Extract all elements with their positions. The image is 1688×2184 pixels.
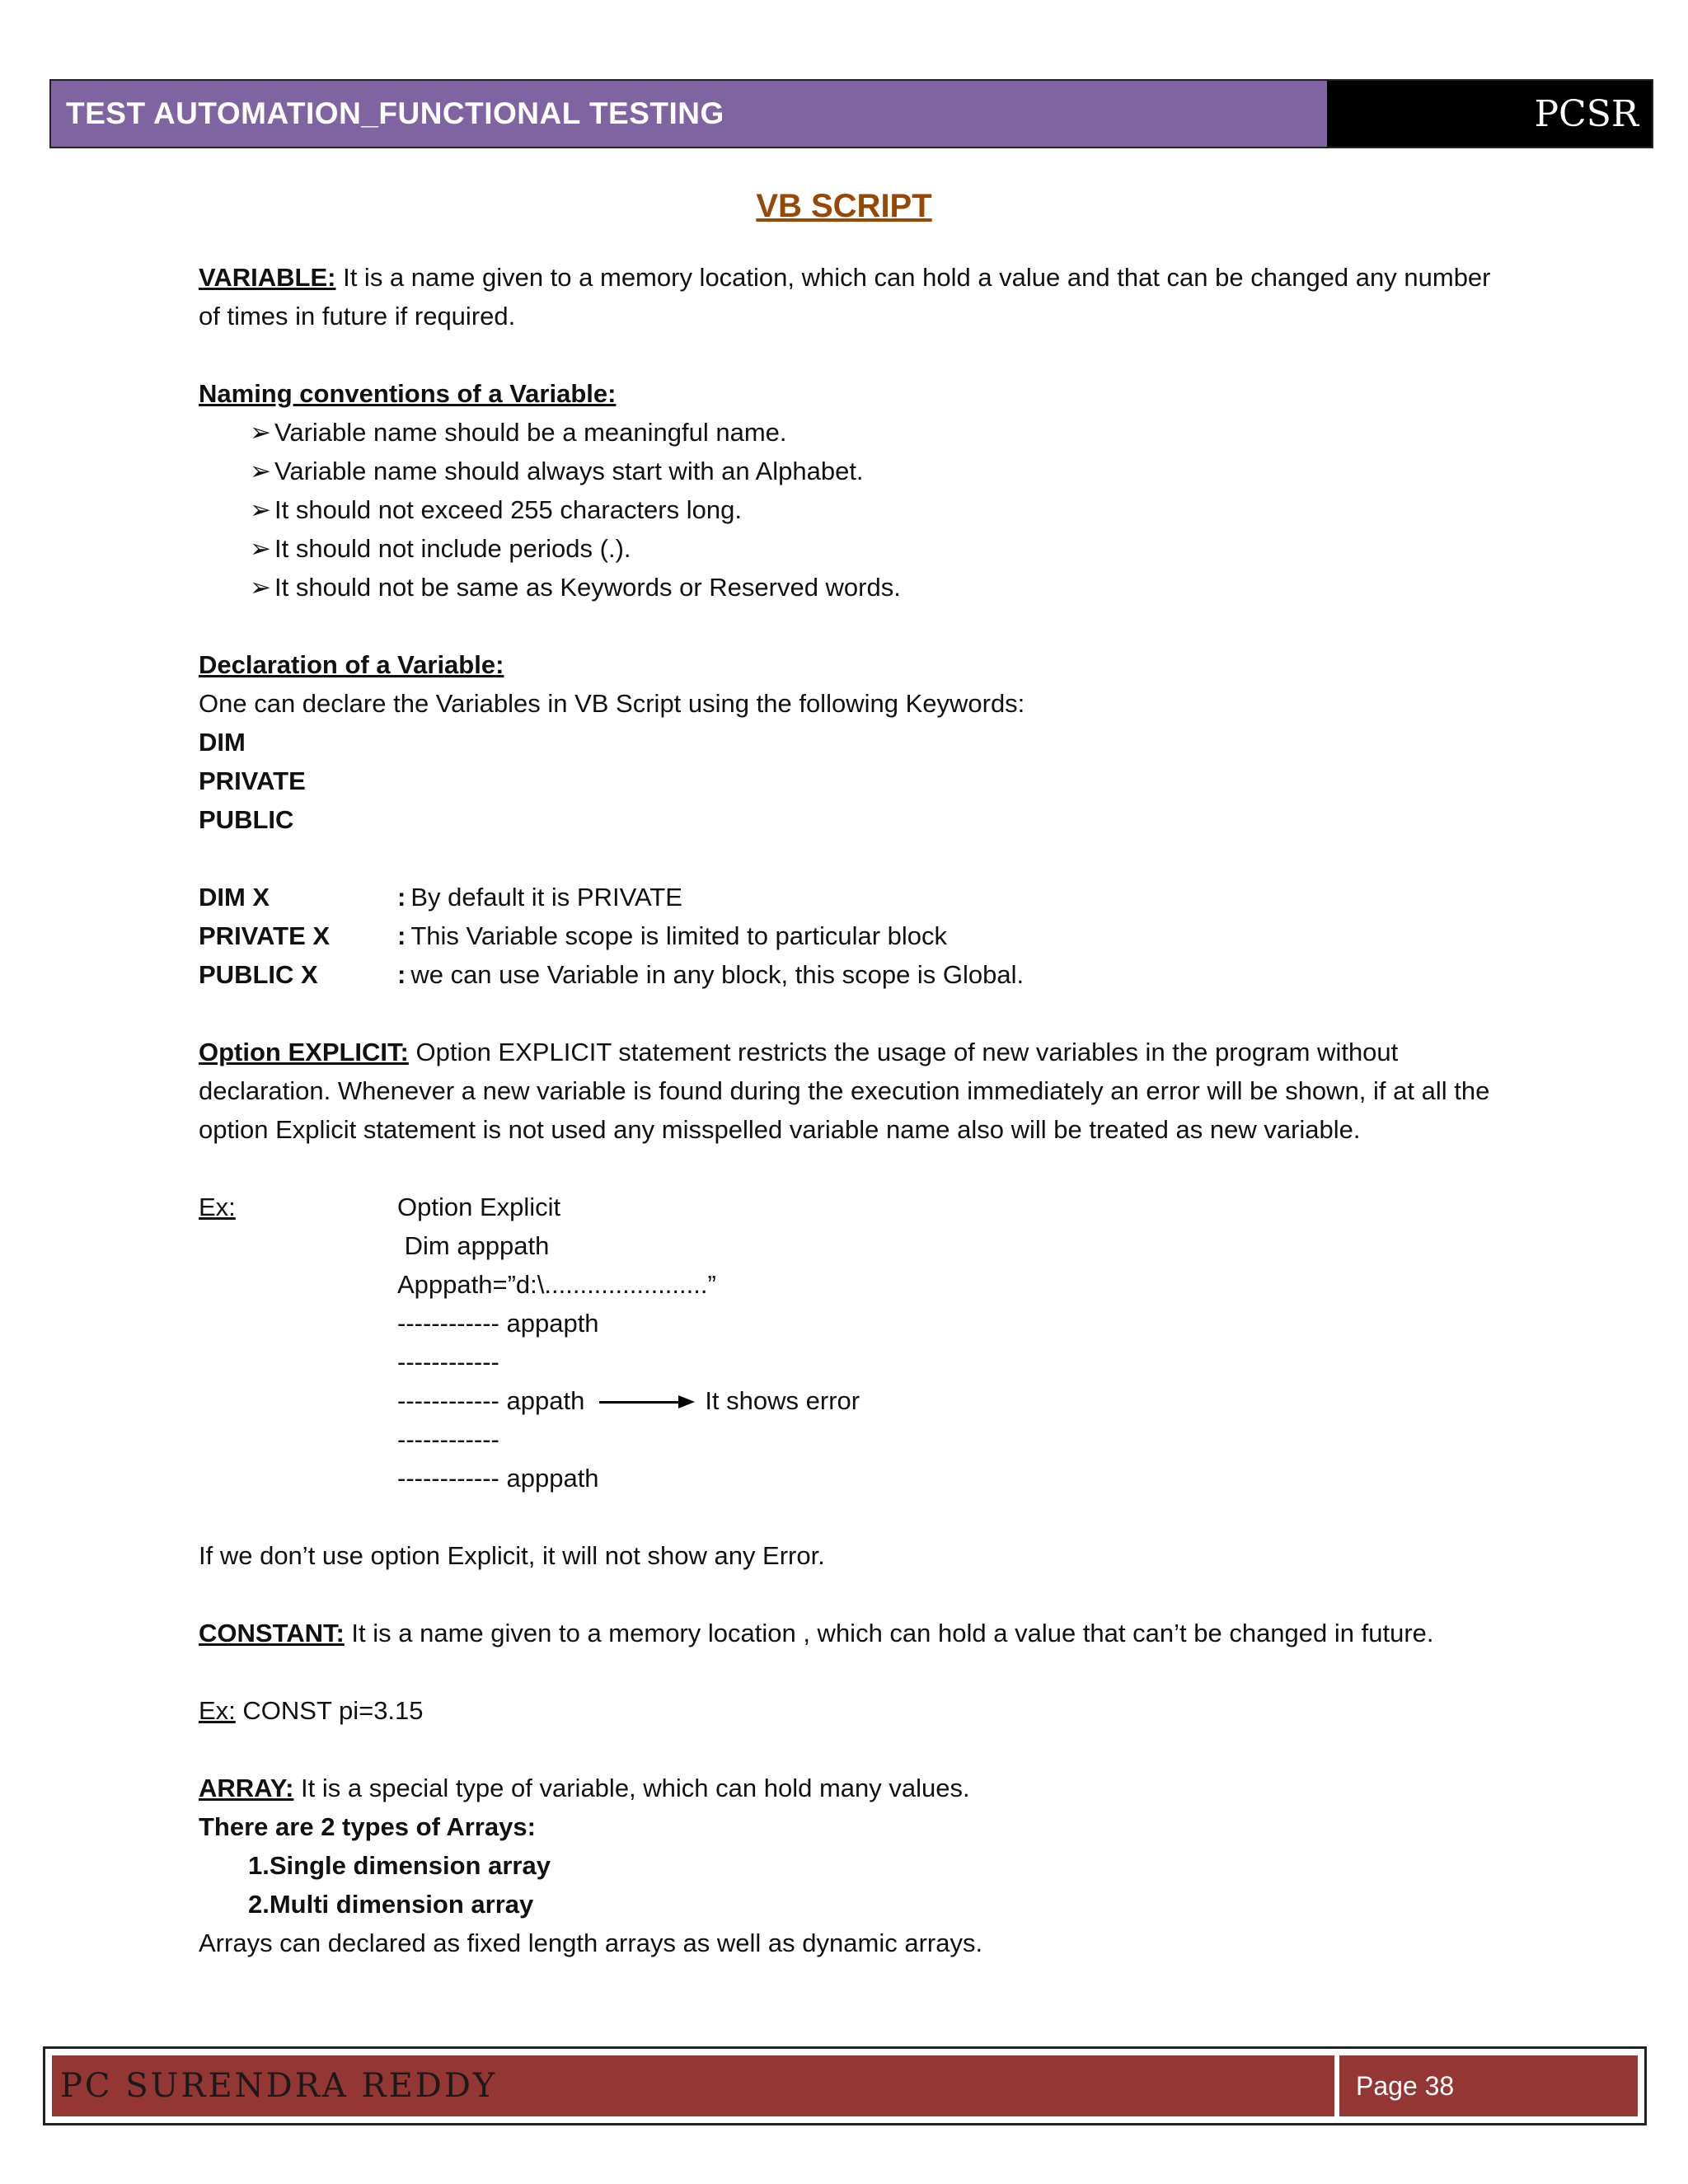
arrow-bullet-icon: ➢ [250, 495, 271, 524]
array-type-item: 1.Single dimension array [248, 1851, 551, 1880]
list-item: ➢ Variable name should always start with an Alphabet. [250, 457, 864, 485]
code-line-with-note: ------------ appath It shows error [397, 1386, 860, 1415]
array-type-item: 2.Multi dimension array [248, 1890, 534, 1919]
constant-example-label: Ex: [199, 1696, 236, 1725]
declaration-row: DIM X : By default it is PRIVATE [199, 883, 682, 912]
arrow-bullet-icon: ➢ [250, 418, 271, 447]
declaration-row: PRIVATE X : This Variable scope is limited to particular block [199, 921, 948, 950]
page-title: VB SCRIPT [756, 188, 932, 224]
declaration-intro: One can declare the Variables in VB Script using the following Keywords: [199, 689, 1025, 718]
variable-text: It is a name given to a memory location, which can hold a value and that can be changed any number of times in future if required. [199, 263, 1491, 330]
header-brand: PCSR [1330, 81, 1652, 147]
option-explicit-definition: Option EXPLICIT: Option EXPLICIT statement restricts the usage of new variables in the program without declaration. Whenever a new variable is found during the execution immediately an error will be shown, if at all the option Explicit statement is not used any misspelled variable name also will be treated as new variable. [199, 1038, 1490, 1144]
constant-example: Ex: CONST pi=3.15 [199, 1696, 424, 1725]
variable-definition [199, 258, 1517, 335]
page-number: Page 38 [1339, 2055, 1638, 2116]
constant-label: CONSTANT: [199, 1619, 345, 1647]
code-line: Option Explicit [397, 1193, 561, 1221]
document-body [199, 165, 1517, 1962]
code-line: Apppath=”d:\.......................” [397, 1270, 716, 1299]
no-explicit-note: If we don’t use option Explicit, it will not show any Error. [199, 1541, 825, 1570]
array-closing: Arrays can declared as fixed length arrays as well as dynamic arrays. [199, 1929, 983, 1957]
keyword-dim: DIM [199, 728, 246, 757]
list-item: ➢ It should not exceed 255 characters long. [250, 495, 742, 524]
variable-label: VARIABLE: [199, 263, 336, 292]
code-line: ------------ apppath [397, 1464, 599, 1493]
code-line: ------------ appapth [397, 1309, 599, 1338]
keyword-public: PUBLIC [199, 805, 294, 834]
code-line: Dim apppath [397, 1231, 550, 1260]
header-title: TEST AUTOMATION_FUNCTIONAL TESTING [51, 81, 1330, 147]
page-footer [43, 2046, 1647, 2125]
option-explicit-label: Option EXPLICIT: [199, 1038, 409, 1066]
declaration-heading: Declaration of a Variable: [199, 650, 504, 679]
footer-author: PC SURENDRA REDDY [52, 2055, 1334, 2116]
list-item: ➢ It should not be same as Keywords or Reserved words. [250, 573, 901, 602]
keyword-private: PRIVATE [199, 766, 306, 795]
array-types-heading: There are 2 types of Arrays: [199, 1812, 536, 1841]
array-label: ARRAY: [199, 1774, 294, 1802]
arrow-bullet-icon: ➢ [250, 573, 271, 602]
example-block [199, 1188, 1517, 1497]
code-line: ------------ [397, 1347, 499, 1376]
declaration-row: PUBLIC X : we can use Variable in any block, this scope is Global. [199, 960, 1025, 989]
array-definition: ARRAY: It is a special type of variable, which can hold many values. [199, 1774, 970, 1802]
list-item: ➢ Variable name should be a meaningful name. [250, 418, 787, 447]
code-line: ------------ [397, 1425, 499, 1454]
constant-definition: CONSTANT: It is a name given to a memory location , which can hold a value that can’t be changed in future. [199, 1619, 1434, 1647]
page-header [49, 79, 1653, 148]
naming-heading: Naming conventions of a Variable: [199, 379, 617, 408]
right-arrow-icon [599, 1401, 690, 1404]
error-note: It shows error [705, 1386, 860, 1415]
list-item: ➢ It should not include periods (.). [250, 534, 631, 563]
arrow-bullet-icon: ➢ [250, 457, 271, 485]
example-label: Ex: [199, 1193, 236, 1221]
naming-list [199, 413, 1517, 607]
arrow-bullet-icon: ➢ [250, 534, 271, 563]
